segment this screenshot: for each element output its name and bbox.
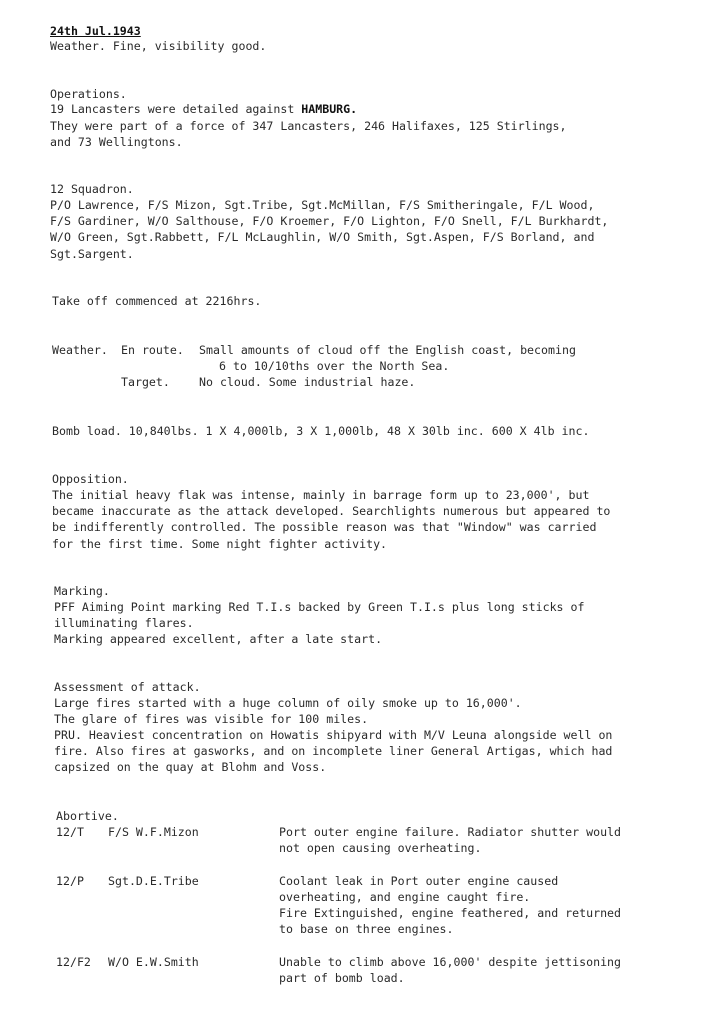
weather-label: Weather. [52, 343, 108, 357]
opposition-line: be indifferently controlled. The possible reason was that "Window" was carried [52, 520, 597, 534]
abortive-reason: overheating, and engine caught fire. [279, 890, 531, 904]
abortive-heading: Abortive. [56, 809, 119, 823]
enroute-text: Small amounts of cloud off the English coast, becoming [199, 343, 576, 357]
opposition-line: for the first time. Some night fighter activity. [52, 537, 388, 551]
bomb-load: Bomb load. 10,840lbs. 1 X 4,000lb, 3 X 1,000lb, 48 X 30lb inc. 600 X 4lb inc. [52, 424, 590, 438]
target-weather: No cloud. Some industrial haze. [199, 375, 416, 389]
assessment-line: The glare of fires was visible for 100 miles. [54, 712, 369, 726]
marking-line: Marking appeared excellent, after a late start. [54, 632, 383, 646]
abortive-code: 12/F2 [56, 955, 91, 969]
abortive-reason: Port outer engine failure. Radiator shutter would [279, 825, 622, 839]
assessment-line: PRU. Heaviest concentration on Howatis shipyard with M/V Leuna alongside well on [54, 728, 613, 742]
operations-line-2: They were part of a force of 347 Lancasters, 246 Halifaxes, 125 Stirlings, [50, 119, 567, 133]
opposition-line: became inaccurate as the attack developed. Searchlights numerous but appeared to [52, 504, 611, 518]
assessment-heading: Assessment of attack. [54, 680, 201, 694]
squadron-line: Sgt.Sargent. [50, 247, 134, 261]
abortive-reason: part of bomb load. [279, 971, 405, 985]
marking-line: illuminating flares. [54, 616, 194, 630]
assessment-line: Large fires started with a huge column of oily smoke up to 16,000'. [54, 696, 522, 710]
abortive-reason: Unable to climb above 16,000' despite jettisoning [279, 955, 622, 969]
enroute-text: 6 to 10/10ths over the North Sea. [219, 359, 450, 373]
abortive-code: 12/P [56, 874, 84, 888]
abortive-reason: Fire Extinguished, engine feathered, and returned [279, 906, 622, 920]
abortive-crew: W/O E.W.Smith [108, 955, 199, 969]
target-label: Target. [121, 375, 170, 389]
abortive-code: 12/T [56, 825, 84, 839]
assessment-line: capsized on the quay at Blohm and Voss. [54, 760, 327, 774]
marking-heading: Marking. [54, 584, 110, 598]
operations-line-1 [50, 101, 357, 117]
assessment-line: fire. Also fires at gasworks, and on incomplete liner General Artigas, which had [54, 744, 613, 758]
marking-line: PFF Aiming Point marking Red T.I.s backed by Green T.I.s plus long sticks of [54, 600, 585, 614]
squadron-line: F/S Gardiner, W/O Salthouse, F/O Kroemer, F/O Lighton, F/O Snell, F/L Burkhardt, [50, 214, 609, 228]
operations-target: HAMBURG. [301, 102, 358, 116]
operations-heading: Operations. [50, 87, 127, 101]
squadron-heading: 12 Squadron. [50, 182, 134, 196]
opposition-heading: Opposition. [52, 472, 129, 486]
abortive-reason: not open causing overheating. [279, 841, 482, 855]
abortive-reason: to base on three engines. [279, 922, 454, 936]
takeoff-time: Take off commenced at 2216hrs. [52, 294, 262, 308]
abortive-reason: Coolant leak in Port outer engine caused [279, 874, 559, 888]
operations-line-3: and 73 Wellingtons. [50, 135, 183, 149]
opposition-line: The initial heavy flak was intense, mainly in barrage form up to 23,000', but [52, 488, 590, 502]
operations-text: 19 Lancasters were detailed against [50, 102, 302, 116]
abortive-crew: F/S W.F.Mizon [108, 825, 199, 839]
log-date: 24th Jul.1943 [50, 24, 141, 38]
squadron-line: W/O Green, Sgt.Rabbett, F/L McLaughlin, W/O Smith, Sgt.Aspen, F/S Borland, and [50, 230, 595, 244]
abortive-crew: Sgt.D.E.Tribe [108, 874, 199, 888]
enroute-label: En route. [121, 343, 184, 357]
squadron-line: P/O Lawrence, F/S Mizon, Sgt.Tribe, Sgt.McMillan, F/S Smitheringale, F/L Wood, [50, 198, 595, 212]
weather-summary: Weather. Fine, visibility good. [50, 39, 267, 53]
